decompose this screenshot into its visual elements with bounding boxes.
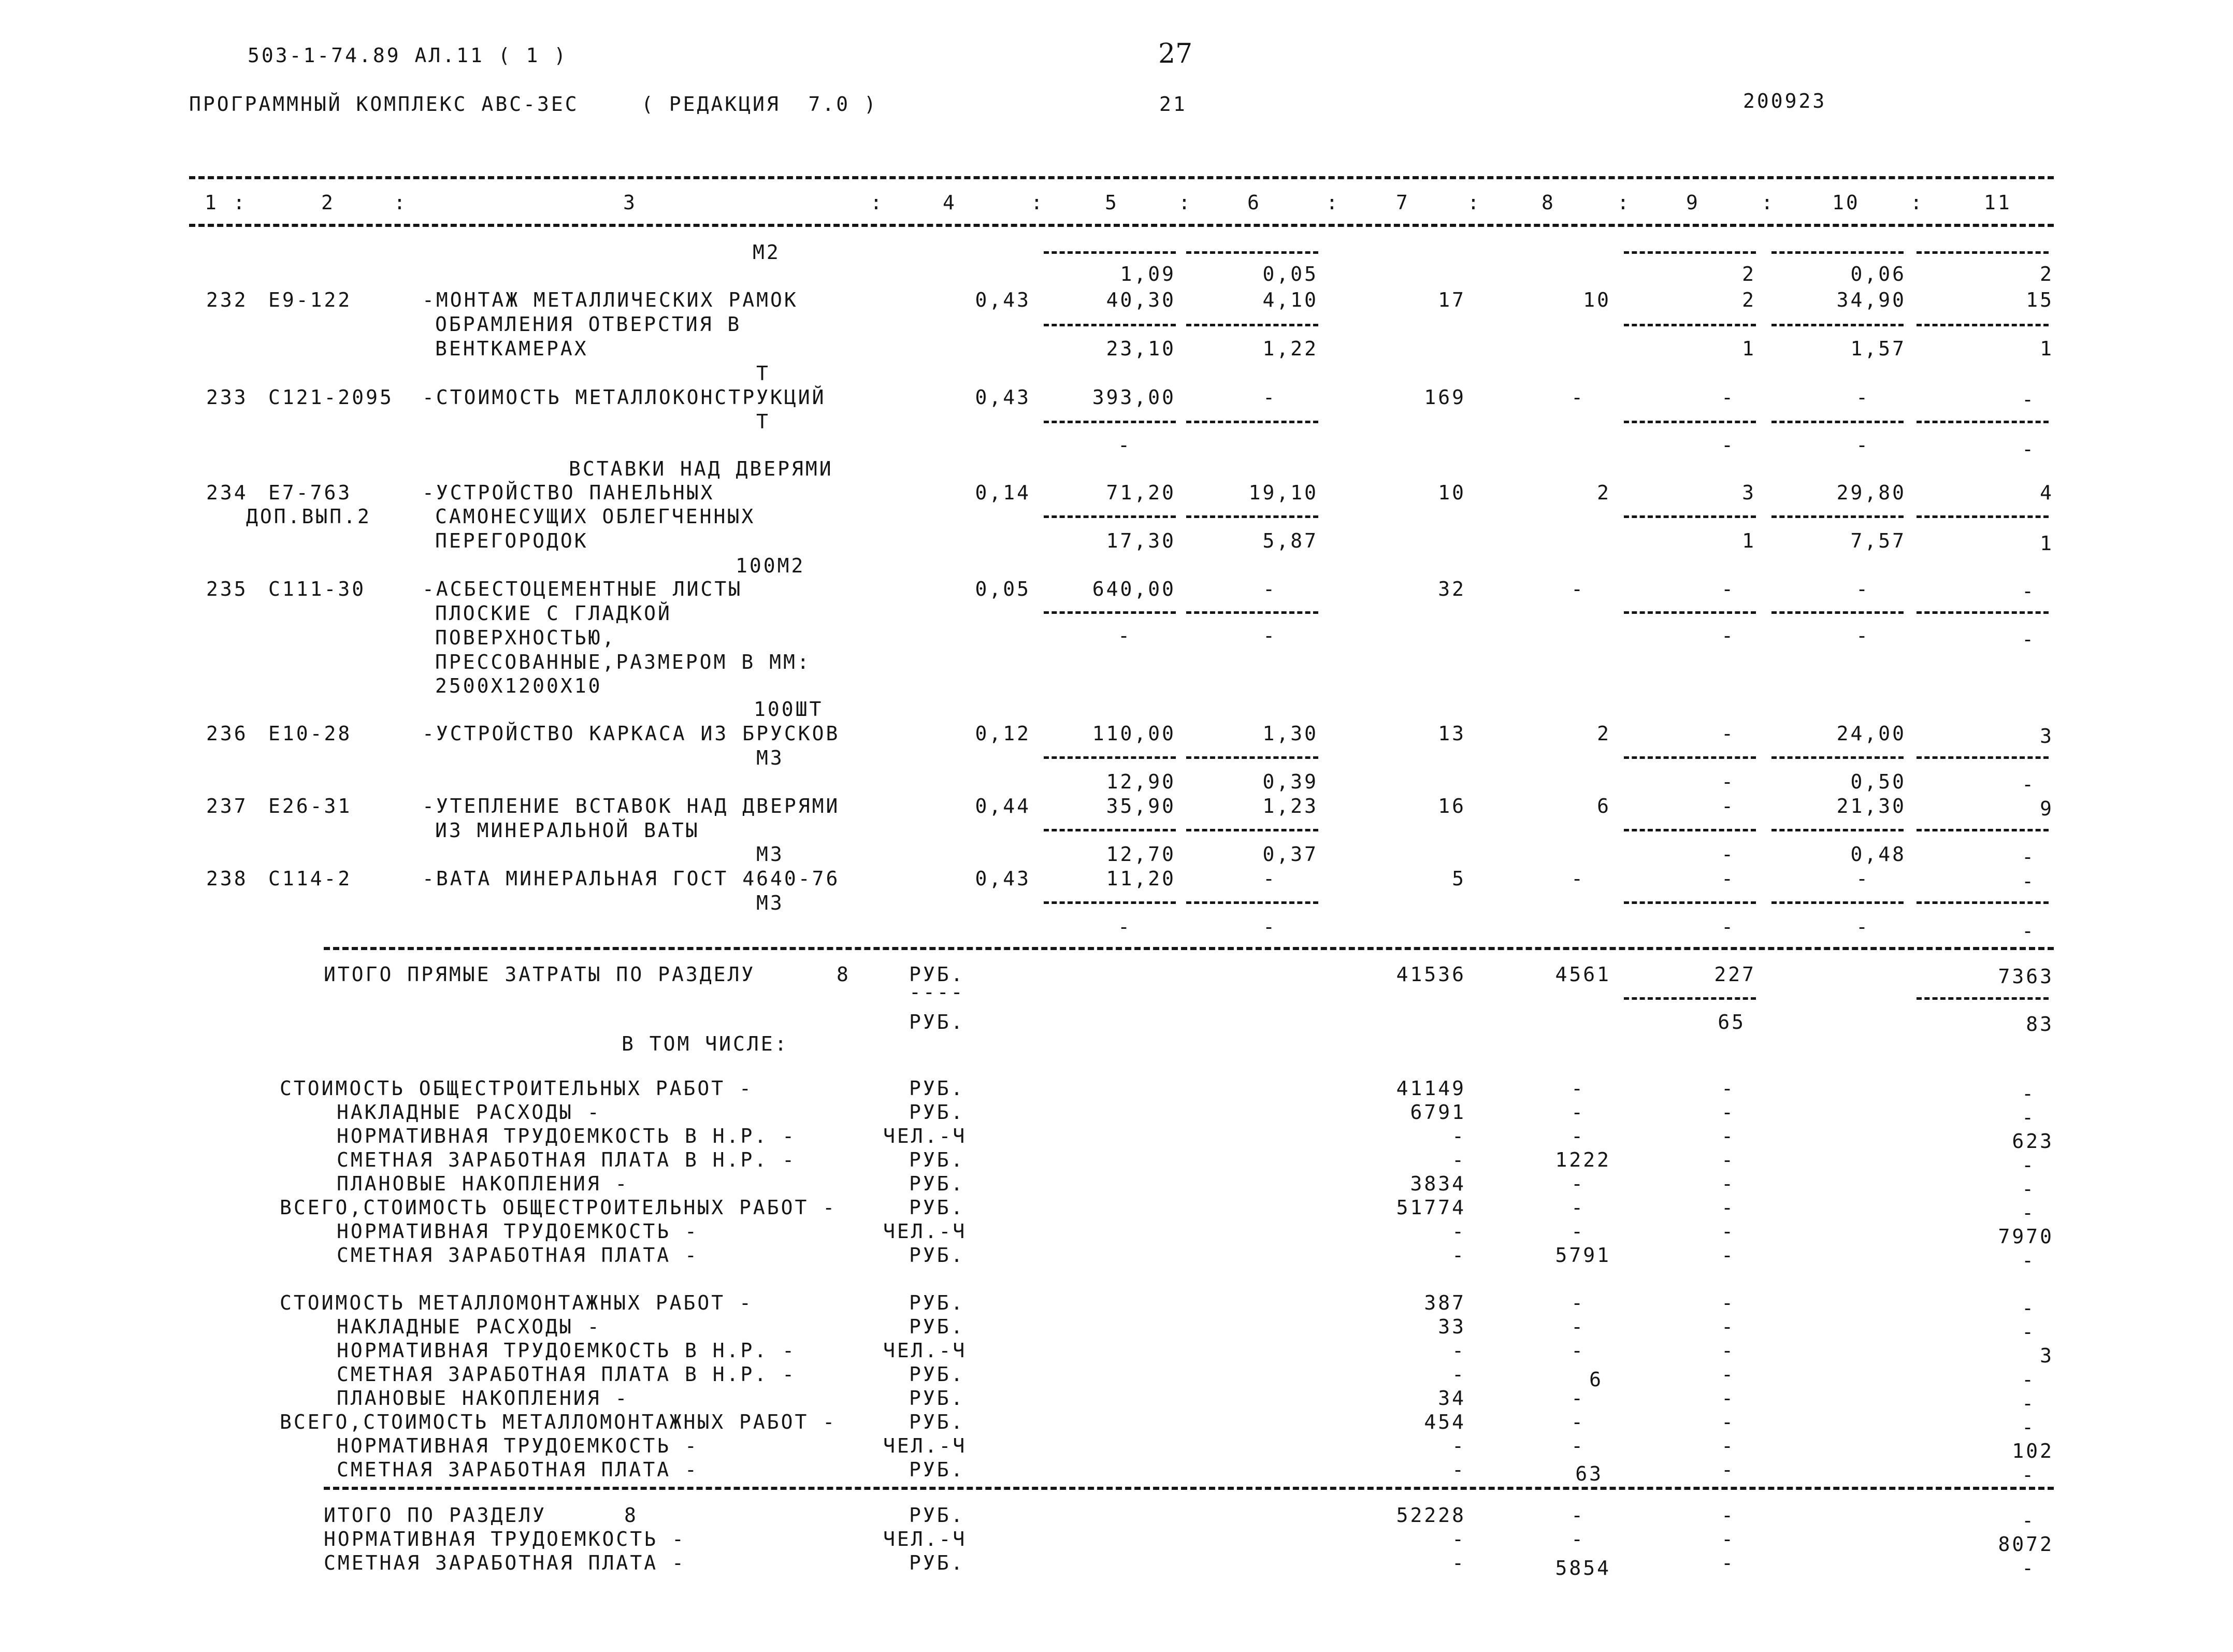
estimate-page: 503-1-74.89 АЛ.11 ( 1 ) 27 ПРОГРАММНЫЙ КОМПЛЕКС АВС-3ЕС ( РЕДАКЦИЯ 7.0 ) 21 200923 1 : 2 : 3 : 4 : 5 : 6 : 7 : 8 : 9 : 10 : 11 М2 1,09 0,05 2 0,06 2 232 Е9-122 -МОНТАЖ МЕТАЛЛИЧЕСКИХ РАМОК ОБРАМЛЕНИЯ ОТВЕРСТИЯ В ВЕНТКАМЕРАХ 0,43 40,30 4,10 17 10 2 34,90 15 23,10 1,22 1 1,57 1 Т 233 С121-2095 -СТОИМОСТЬ МЕТАЛЛОКОНСТРУКЦИЙ 0,43 393,00 - 169 - - - - Т - - - - ВСТАВКИ НАД ДВЕРЯМИ 234 Е7-763 ДОП.ВЫП.2 -УСТРОЙСТВО ПАНЕЛЬНЫХ САМОНЕСУЩИХ ОБЛЕГЧЕННЫХ ПЕРЕГОРОДОК 0,14 71,20 19,10 10 2 3 29,80 4 17,30 5,87 1 7,57 1 100М2 235 С111-30 -АСБЕСТОЦЕМЕНТНЫЕ ЛИСТЫ ПЛОСКИЕ С ГЛАДКОЙ ПОВЕРХНОСТЬЮ, ПРЕССОВАННЫЕ,РАЗМЕРОМ В ММ: 2500Х1200Х10 0,05 640,00 - 32 - - - - - - - - - 100ШТ 236 Е10-28 -УСТРОЙСТВО КАРКАСА ИЗ БРУСКОВ 0,12 110,00 1,30 13 2 - 24,00 3 М3 12,90 0,39 - 0,50 - 237 Е26-31 -УТЕПЛЕНИЕ ВСТАВОК НАД ДВЕРЯМИ ИЗ МИНЕРАЛЬНОЙ ВАТЫ 0,44 35,90 1,23 16 6 - 21,30 9 М3 12,70 0,37 - 0,48 - 238 С114-2 -ВАТА МИНЕРАЛЬНАЯ ГОСТ 4640-76 0,43 11,20 - 5 - - - - М3 - - - - - ИТОГО ПРЯМЫЕ ЗАТРАТЫ ПО РАЗДЕЛУ 8 РУБ. ---- РУБ. 41536 4561 227 7363 65 83 В ТОМ ЧИСЛЕ: СТОИМОСТЬ ОБЩЕСТРОИТЕЛЬНЫХ РАБОТ - РУБ. 41149 - - - НАКЛАДНЫЕ РАСХОДЫ - РУБ. 6791 - - - НОРМАТИВНАЯ ТРУДОЕМКОСТЬ В Н.Р. - ЧЕЛ.-Ч - - - 623 СМЕТНАЯ ЗАРАБОТНАЯ ПЛАТА В Н.Р. - РУБ. - 1222 - - ПЛАНОВЫЕ НАКОПЛЕНИЯ - РУБ. 3834 - - - ВСЕГО,СТОИМОСТЬ ОБЩЕСТРОИТЕЛЬНЫХ РАБОТ - РУБ. 51774 - - - НОРМАТИВНАЯ ТРУДОЕМКОСТЬ - ЧЕЛ.-Ч - - - 7970 СМЕТНАЯ ЗАРАБОТНАЯ ПЛАТА - РУБ. - 5791 - - СТОИМОСТЬ МЕТАЛЛОМОНТАЖНЫХ РАБОТ - РУБ. 387 - - - НАКЛАДНЫЕ РАСХОДЫ - РУБ. 33 - - - НОРМАТИВНАЯ ТРУДОЕМКОСТЬ В Н.Р. - ЧЕЛ.-Ч - - - 3 СМЕТНАЯ ЗАРАБОТНАЯ ПЛАТА В Н.Р. - РУБ. - 6 - - ПЛАНОВЫЕ НАКОПЛЕНИЯ - РУБ. 34 - - - ВСЕГО,СТОИМОСТЬ МЕТАЛЛОМОНТАЖНЫХ РАБОТ - РУБ. 454 - - - НОРМАТИВНАЯ ТРУДОЕМКОСТЬ - ЧЕЛ.-Ч - - - 102 СМЕТНАЯ ЗАРАБОТНАЯ ПЛАТА - РУБ. - 63 - - ИТОГО ПО РАЗДЕЛУ 8 РУБ. 52228 - - - НОРМАТИВНАЯ ТРУДОЕМКОСТЬ - ЧЕЛ.-Ч - - - 8072 СМЕТНАЯ ЗАРАБОТНАЯ ПЛАТА - РУБ. - 5854 - - — [0, 0, 2233, 1652]
column-header: 1 — [205, 191, 219, 214]
summary-top-rule — [324, 947, 2054, 950]
table-top-rule — [189, 176, 2054, 179]
unit-label: М2 — [753, 241, 781, 264]
header-bottom-rule — [189, 224, 2054, 227]
program-edition: ( РЕДАКЦИЯ 7.0 ) — [641, 93, 878, 116]
totals-top-rule — [324, 1487, 2054, 1490]
column-header: 4 — [943, 191, 957, 214]
sheet-number: 21 — [1159, 93, 1187, 116]
column-header: 2 — [321, 191, 335, 214]
column-header: 3 — [623, 191, 637, 214]
column-header: 10 — [1832, 191, 1860, 214]
document-code: 503-1-74.89 АЛ.11 ( 1 ) — [248, 44, 568, 67]
column-header: 8 — [1542, 191, 1555, 214]
document-id: 200923 — [1743, 90, 1827, 112]
page-number: 27 — [1158, 38, 1193, 69]
column-header: 11 — [1984, 191, 2012, 214]
including-label: В ТОМ ЧИСЛЕ: — [622, 1032, 789, 1055]
program-name: ПРОГРАММНЫЙ КОМПЛЕКС АВС-3ЕС — [189, 93, 579, 116]
column-header: 7 — [1396, 191, 1410, 214]
section-heading: ВСТАВКИ НАД ДВЕРЯМИ — [569, 457, 833, 480]
column-header: 9 — [1686, 191, 1700, 214]
column-header: 6 — [1247, 191, 1261, 214]
column-header: 5 — [1105, 191, 1119, 214]
